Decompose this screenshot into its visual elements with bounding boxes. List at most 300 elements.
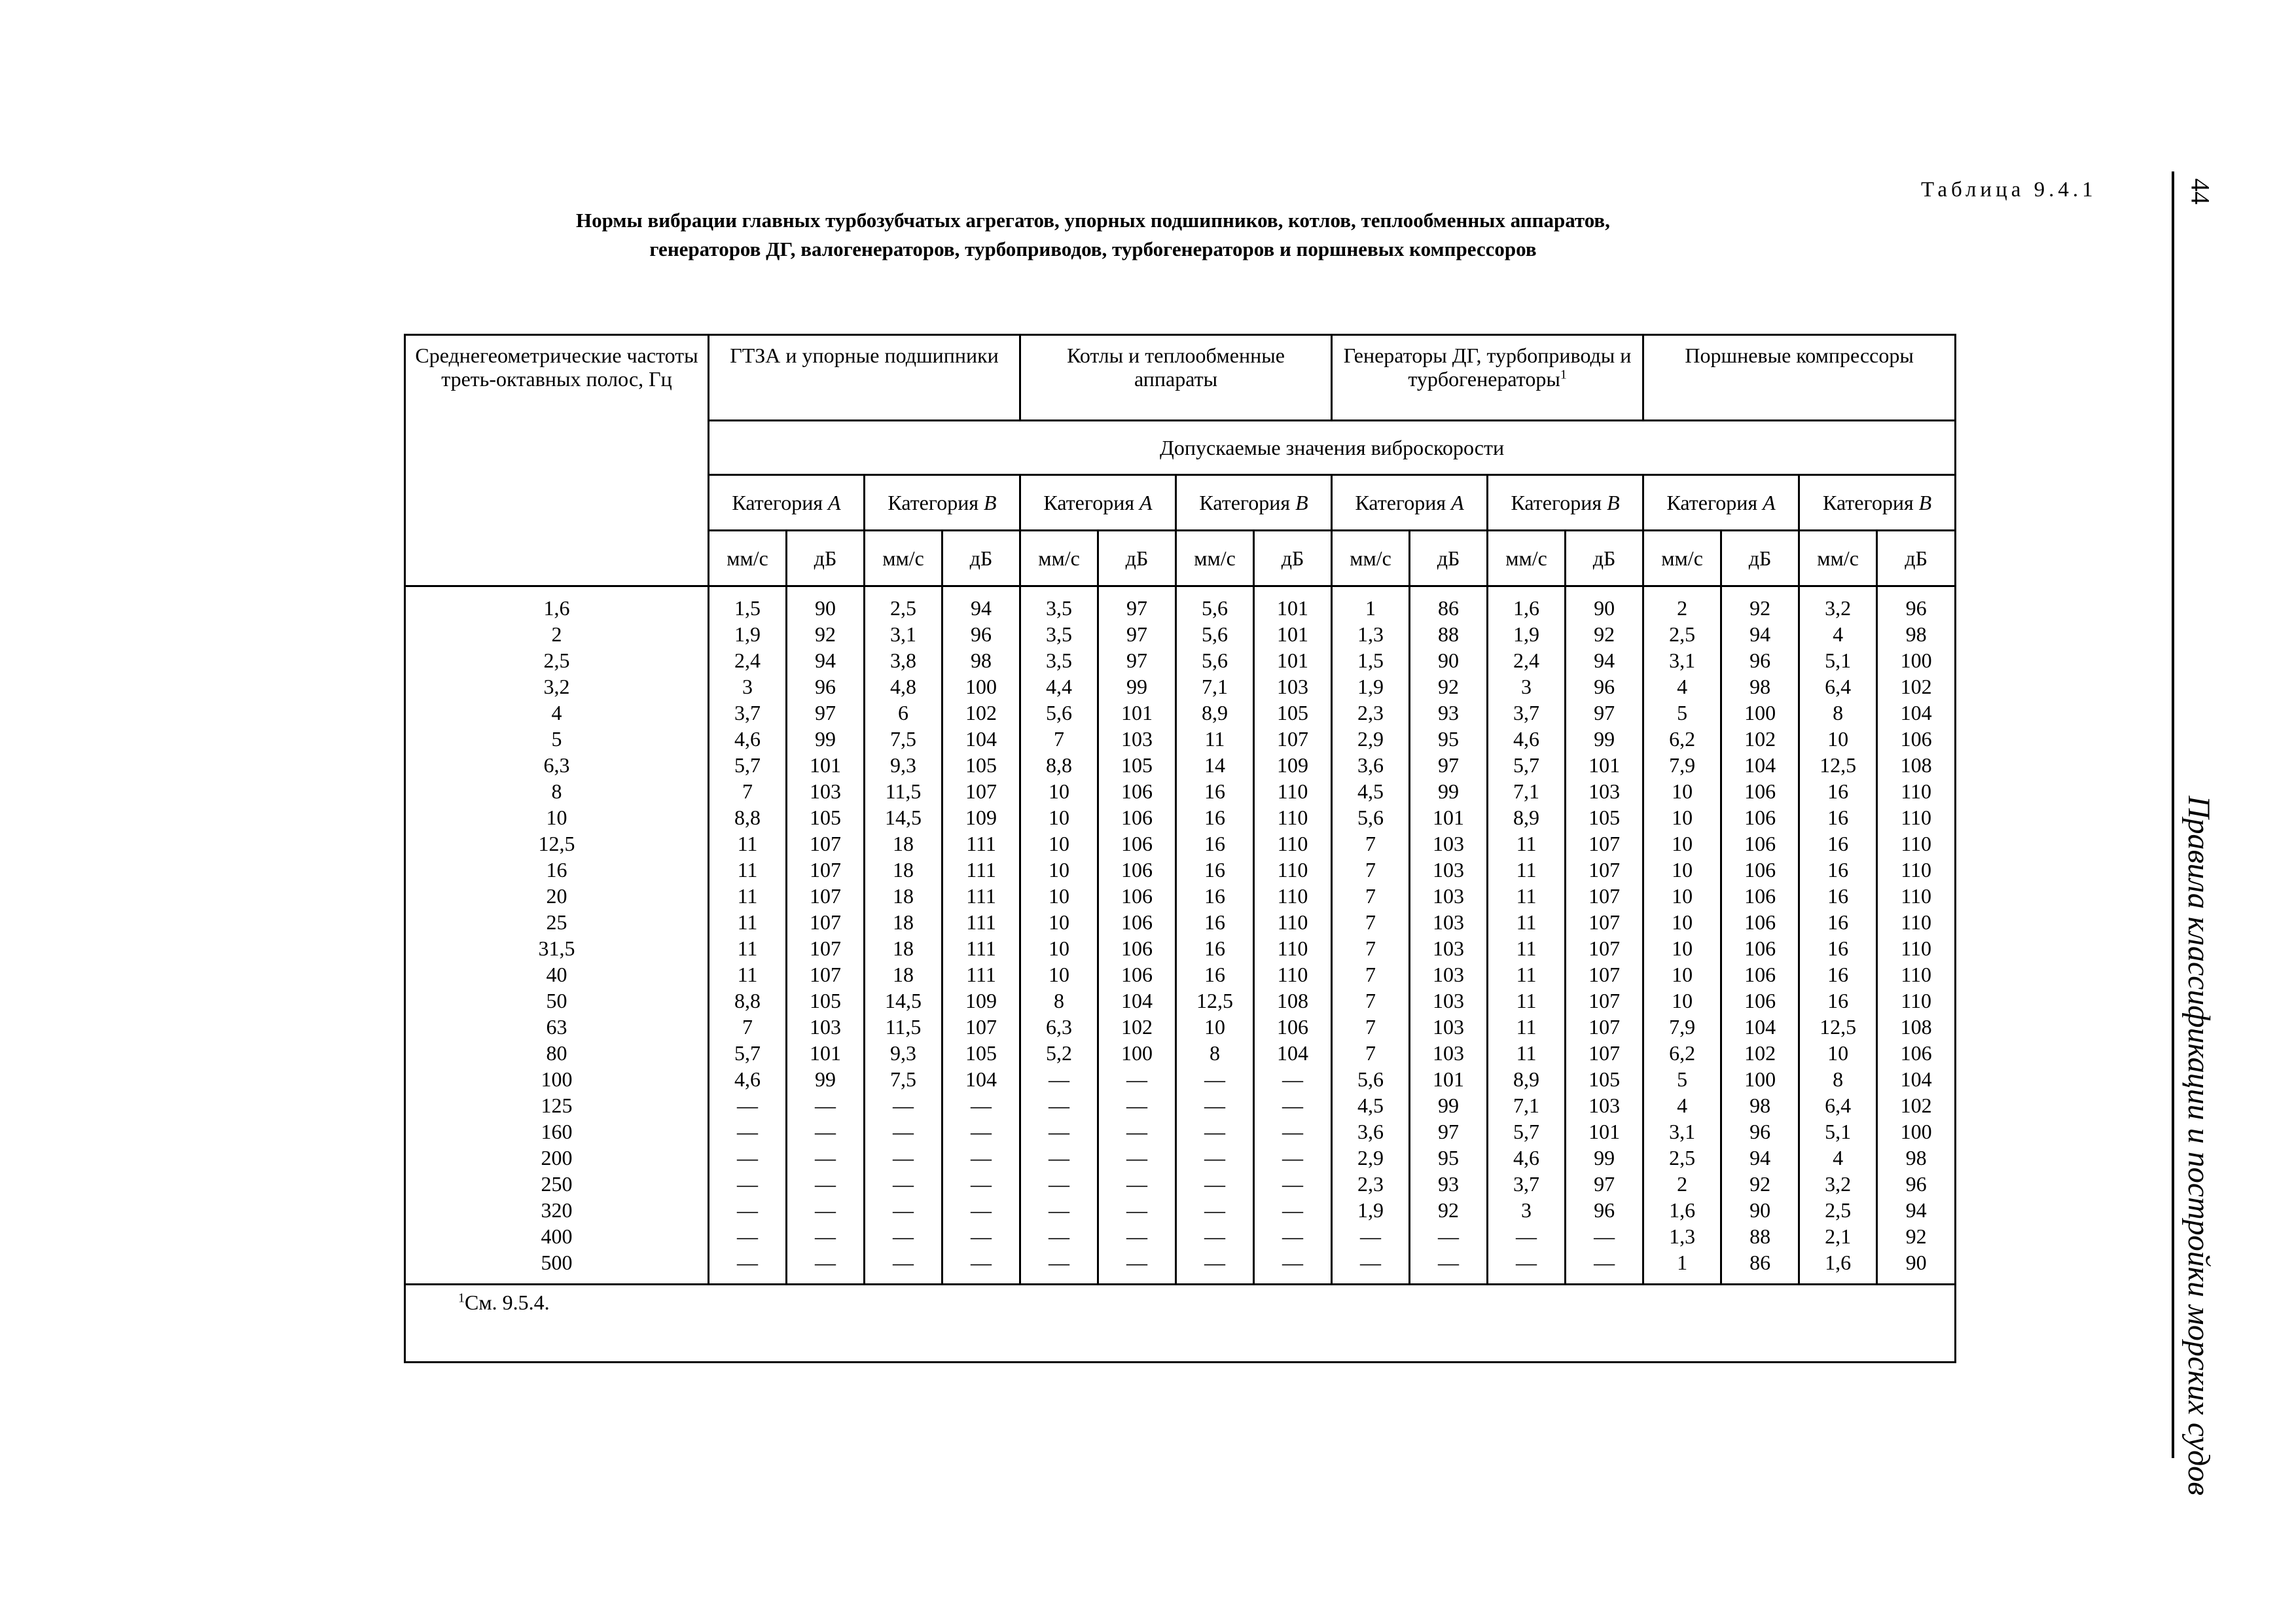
value-cell: 7 xyxy=(1020,726,1098,752)
value-cell: 107 xyxy=(1566,830,1643,857)
value-cell: 103 xyxy=(1566,778,1643,804)
value-cell: 90 xyxy=(1566,586,1643,622)
value-cell: 2,5 xyxy=(1643,621,1721,647)
table-row xyxy=(405,1145,1956,1171)
value-cell: 110 xyxy=(1877,804,1956,830)
value-cell: 110 xyxy=(1254,804,1332,830)
value-cell: 11 xyxy=(1488,909,1566,935)
page-number: 44 xyxy=(2185,178,2215,204)
value-cell: 108 xyxy=(1254,988,1332,1014)
unit-db-header: дБ xyxy=(1254,531,1332,586)
value-cell: 12,5 xyxy=(1176,988,1254,1014)
value-cell: 99 xyxy=(1566,726,1643,752)
value-cell: 111 xyxy=(942,935,1020,961)
value-cell: 6,3 xyxy=(1020,1014,1098,1040)
value-cell: — xyxy=(1254,1249,1332,1285)
value-cell: — xyxy=(1098,1223,1176,1249)
value-cell: 1,9 xyxy=(1332,1197,1410,1223)
value-cell: 110 xyxy=(1254,830,1332,857)
unit-db-header: дБ xyxy=(942,531,1020,586)
value-cell: 14,5 xyxy=(865,988,942,1014)
value-cell: — xyxy=(1020,1092,1098,1118)
value-cell: 110 xyxy=(1877,961,1956,988)
unit-mms-header: мм/с xyxy=(1332,531,1410,586)
value-cell: 98 xyxy=(1721,1092,1799,1118)
value-cell: 7,1 xyxy=(1488,1092,1566,1118)
value-cell: 106 xyxy=(1098,909,1176,935)
value-cell: 104 xyxy=(1721,752,1799,778)
category-b-header: Категория B xyxy=(1799,475,1956,531)
value-cell: 6 xyxy=(865,700,942,726)
value-cell: — xyxy=(1410,1249,1488,1285)
value-cell: — xyxy=(1176,1197,1254,1223)
value-cell: 106 xyxy=(1098,778,1176,804)
value-cell: 99 xyxy=(1566,1145,1643,1171)
value-cell: 1 xyxy=(1643,1249,1721,1285)
unit-db-header: дБ xyxy=(1566,531,1643,586)
value-cell: 90 xyxy=(1721,1197,1799,1223)
value-cell: — xyxy=(709,1223,787,1249)
frequency-cell: 160 xyxy=(405,1118,709,1145)
value-cell: — xyxy=(1098,1249,1176,1285)
value-cell: — xyxy=(942,1118,1020,1145)
value-cell: 109 xyxy=(942,804,1020,830)
value-cell: 2,1 xyxy=(1799,1223,1877,1249)
table-row xyxy=(405,1014,1956,1040)
value-cell: 12,5 xyxy=(1799,1014,1877,1040)
value-cell: 99 xyxy=(1410,1092,1488,1118)
value-cell: 110 xyxy=(1877,988,1956,1014)
value-cell: 103 xyxy=(787,778,865,804)
category-b-header: Категория B xyxy=(1488,475,1643,531)
value-cell: 2,4 xyxy=(1488,647,1566,673)
unit-db-header: дБ xyxy=(1877,531,1956,586)
value-cell: 110 xyxy=(1254,883,1332,909)
value-cell: 6,2 xyxy=(1643,1040,1721,1066)
value-cell: 106 xyxy=(1721,909,1799,935)
value-cell: 1,6 xyxy=(1799,1249,1877,1285)
value-cell: 98 xyxy=(1877,621,1956,647)
value-cell: 1,9 xyxy=(1332,673,1410,700)
value-cell: 3,1 xyxy=(865,621,942,647)
value-cell: 5,7 xyxy=(709,752,787,778)
value-cell: 18 xyxy=(865,830,942,857)
unit-mms-header: мм/с xyxy=(709,531,787,586)
value-cell: 11 xyxy=(1488,988,1566,1014)
value-cell: 104 xyxy=(942,726,1020,752)
value-cell: 96 xyxy=(1721,647,1799,673)
value-cell: 2 xyxy=(1643,586,1721,622)
value-cell: 2,5 xyxy=(1643,1145,1721,1171)
value-cell: 7 xyxy=(1332,857,1410,883)
value-cell: — xyxy=(1176,1145,1254,1171)
value-cell: 11,5 xyxy=(865,778,942,804)
value-cell: 18 xyxy=(865,857,942,883)
frequency-cell: 6,3 xyxy=(405,752,709,778)
frequency-column-header: Среднегеометрические частоты треть-октавных полос, Гц xyxy=(405,335,709,586)
value-cell: 8 xyxy=(1799,1066,1877,1092)
value-cell: 10 xyxy=(1799,1040,1877,1066)
table-row xyxy=(405,804,1956,830)
value-cell: 106 xyxy=(1721,857,1799,883)
value-cell: 111 xyxy=(942,830,1020,857)
value-cell: — xyxy=(709,1197,787,1223)
unit-db-header: дБ xyxy=(1410,531,1488,586)
value-cell: 4 xyxy=(1643,673,1721,700)
value-cell: 101 xyxy=(1254,647,1332,673)
value-cell: 4,5 xyxy=(1332,1092,1410,1118)
value-cell: — xyxy=(1020,1249,1098,1285)
value-cell: 18 xyxy=(865,961,942,988)
frequency-cell: 100 xyxy=(405,1066,709,1092)
value-cell: 5,7 xyxy=(1488,752,1566,778)
value-cell: 7,9 xyxy=(1643,1014,1721,1040)
value-cell: — xyxy=(787,1223,865,1249)
value-cell: 16 xyxy=(1176,961,1254,988)
value-cell: 2,4 xyxy=(709,647,787,673)
value-cell: 16 xyxy=(1176,857,1254,883)
value-cell: 101 xyxy=(1254,621,1332,647)
table-row xyxy=(405,988,1956,1014)
value-cell: 2,3 xyxy=(1332,1171,1410,1197)
value-cell: 97 xyxy=(1098,647,1176,673)
value-cell: 7,5 xyxy=(865,726,942,752)
frequency-cell: 500 xyxy=(405,1249,709,1285)
value-cell: 103 xyxy=(1566,1092,1643,1118)
value-cell: 10 xyxy=(1643,804,1721,830)
unit-mms-header: мм/с xyxy=(1020,531,1098,586)
value-cell: 106 xyxy=(1254,1014,1332,1040)
value-cell: 10 xyxy=(1643,909,1721,935)
value-cell: 97 xyxy=(1566,700,1643,726)
frequency-cell: 50 xyxy=(405,988,709,1014)
value-cell: 9,3 xyxy=(865,1040,942,1066)
value-cell: 3 xyxy=(1488,673,1566,700)
value-cell: 4,6 xyxy=(709,726,787,752)
value-cell: 92 xyxy=(1410,673,1488,700)
value-cell: 4,6 xyxy=(709,1066,787,1092)
value-cell: 101 xyxy=(1566,1118,1643,1145)
frequency-cell: 400 xyxy=(405,1223,709,1249)
value-cell: 94 xyxy=(1721,621,1799,647)
value-cell: — xyxy=(787,1092,865,1118)
value-cell: 100 xyxy=(1721,1066,1799,1092)
value-cell: — xyxy=(1098,1118,1176,1145)
value-cell: 96 xyxy=(1566,1197,1643,1223)
value-cell: 16 xyxy=(1799,909,1877,935)
frequency-cell: 20 xyxy=(405,883,709,909)
value-cell: 5,1 xyxy=(1799,647,1877,673)
value-cell: — xyxy=(1332,1223,1410,1249)
value-cell: — xyxy=(1098,1171,1176,1197)
value-cell: 105 xyxy=(1098,752,1176,778)
table-row xyxy=(405,857,1956,883)
value-cell: 5,6 xyxy=(1332,1066,1410,1092)
value-cell: 101 xyxy=(1566,752,1643,778)
value-cell: — xyxy=(1176,1249,1254,1285)
value-cell: 7,1 xyxy=(1176,673,1254,700)
value-cell: 102 xyxy=(1877,673,1956,700)
value-cell: — xyxy=(942,1249,1020,1285)
value-cell: 90 xyxy=(1410,647,1488,673)
value-cell: 5,6 xyxy=(1176,586,1254,622)
vibration-norms-table xyxy=(404,334,1956,1363)
unit-mms-header: мм/с xyxy=(1643,531,1721,586)
value-cell: 11 xyxy=(709,961,787,988)
value-cell: 10 xyxy=(1020,778,1098,804)
value-cell: 16 xyxy=(1799,961,1877,988)
value-cell: 16 xyxy=(1176,830,1254,857)
value-cell: 107 xyxy=(787,935,865,961)
value-cell: — xyxy=(787,1197,865,1223)
value-cell: 11 xyxy=(1488,857,1566,883)
value-cell: 10 xyxy=(1020,883,1098,909)
value-cell: 102 xyxy=(1877,1092,1956,1118)
value-cell: 4,6 xyxy=(1488,726,1566,752)
table-row xyxy=(405,1092,1956,1118)
value-cell: 97 xyxy=(1410,1118,1488,1145)
value-cell: 1,5 xyxy=(1332,647,1410,673)
value-cell: 100 xyxy=(942,673,1020,700)
table-row xyxy=(405,1040,1956,1066)
value-cell: 6,2 xyxy=(1643,726,1721,752)
value-cell: 16 xyxy=(1176,909,1254,935)
value-cell: 3,5 xyxy=(1020,621,1098,647)
frequency-cell: 5 xyxy=(405,726,709,752)
frequency-cell: 250 xyxy=(405,1171,709,1197)
value-cell: — xyxy=(709,1118,787,1145)
value-cell: 106 xyxy=(1721,961,1799,988)
value-cell: 107 xyxy=(1566,961,1643,988)
value-cell: 10 xyxy=(1799,726,1877,752)
value-cell: 107 xyxy=(1566,909,1643,935)
frequency-cell: 10 xyxy=(405,804,709,830)
value-cell: 106 xyxy=(1877,1040,1956,1066)
value-cell: 92 xyxy=(1566,621,1643,647)
value-cell: 106 xyxy=(1098,935,1176,961)
value-cell: 107 xyxy=(787,909,865,935)
value-cell: 18 xyxy=(865,883,942,909)
value-cell: 10 xyxy=(1643,961,1721,988)
value-cell: 3 xyxy=(709,673,787,700)
category-b-header: Категория B xyxy=(1176,475,1332,531)
value-cell: 8,9 xyxy=(1488,1066,1566,1092)
value-cell: 106 xyxy=(1098,804,1176,830)
value-cell: 5,6 xyxy=(1020,700,1098,726)
value-cell: 92 xyxy=(1721,586,1799,622)
value-cell: 96 xyxy=(1721,1118,1799,1145)
value-cell: 7 xyxy=(1332,988,1410,1014)
value-cell: 104 xyxy=(942,1066,1020,1092)
value-cell: 4,8 xyxy=(865,673,942,700)
value-cell: 7 xyxy=(1332,883,1410,909)
frequency-cell: 200 xyxy=(405,1145,709,1171)
value-cell: 94 xyxy=(1721,1145,1799,1171)
category-a-header: Категория A xyxy=(1020,475,1176,531)
value-cell: 101 xyxy=(787,1040,865,1066)
value-cell: 110 xyxy=(1254,935,1332,961)
value-cell: 3,7 xyxy=(709,700,787,726)
value-cell: 11 xyxy=(1488,830,1566,857)
value-cell: 11 xyxy=(1488,1040,1566,1066)
value-cell: 9,3 xyxy=(865,752,942,778)
value-cell: 7,1 xyxy=(1488,778,1566,804)
value-cell: 7 xyxy=(1332,935,1410,961)
value-cell: 111 xyxy=(942,909,1020,935)
value-cell: 88 xyxy=(1721,1223,1799,1249)
value-cell: 107 xyxy=(787,857,865,883)
value-cell: 14,5 xyxy=(865,804,942,830)
value-cell: 8,8 xyxy=(1020,752,1098,778)
unit-db-header: дБ xyxy=(787,531,865,586)
table-row xyxy=(405,1197,1956,1223)
category-a-header: Категория A xyxy=(1332,475,1488,531)
value-cell: 96 xyxy=(942,621,1020,647)
value-cell: — xyxy=(1254,1066,1332,1092)
value-cell: 3,6 xyxy=(1332,1118,1410,1145)
frequency-cell: 1,6 xyxy=(405,586,709,622)
value-cell: 11 xyxy=(1488,1014,1566,1040)
value-cell: 8,8 xyxy=(709,804,787,830)
value-cell: 92 xyxy=(1410,1197,1488,1223)
value-cell: 16 xyxy=(1799,935,1877,961)
value-cell: 93 xyxy=(1410,1171,1488,1197)
value-cell: 3,1 xyxy=(1643,647,1721,673)
table-row xyxy=(405,586,1956,622)
value-cell: 11 xyxy=(709,883,787,909)
value-cell: 7 xyxy=(1332,909,1410,935)
value-cell: 111 xyxy=(942,961,1020,988)
value-cell: 18 xyxy=(865,935,942,961)
value-cell: 104 xyxy=(1877,700,1956,726)
value-cell: — xyxy=(865,1197,942,1223)
table-row xyxy=(405,778,1956,804)
value-cell: 2,5 xyxy=(1799,1197,1877,1223)
category-a-header: Категория A xyxy=(1643,475,1799,531)
value-cell: — xyxy=(1176,1223,1254,1249)
frequency-cell: 4 xyxy=(405,700,709,726)
table-footnote: $^1$См. 9.5.4. xyxy=(405,1285,1956,1363)
value-cell: 110 xyxy=(1254,857,1332,883)
value-cell: 2 xyxy=(1643,1171,1721,1197)
value-cell: 11 xyxy=(1488,883,1566,909)
value-cell: 86 xyxy=(1721,1249,1799,1285)
value-cell: 5 xyxy=(1643,700,1721,726)
title-line-2: генераторов ДГ, валогенераторов, турбоприводов, турбогенераторов и поршневых компрессоров xyxy=(649,238,1537,260)
value-cell: — xyxy=(1176,1066,1254,1092)
title-line-1: Нормы вибрации главных турбозубчатых агрегатов, упорных подшипников, котлов, теплообменных аппаратов, xyxy=(576,209,1610,232)
value-cell: 8 xyxy=(1799,700,1877,726)
value-cell: 3,6 xyxy=(1332,752,1410,778)
frequency-cell: 2 xyxy=(405,621,709,647)
value-cell: 100 xyxy=(1721,700,1799,726)
value-cell: 90 xyxy=(787,586,865,622)
value-cell: 11 xyxy=(709,830,787,857)
value-cell: 5,2 xyxy=(1020,1040,1098,1066)
value-cell: 7 xyxy=(709,1014,787,1040)
value-cell: 94 xyxy=(1877,1197,1956,1223)
value-cell: 109 xyxy=(942,988,1020,1014)
frequency-cell: 63 xyxy=(405,1014,709,1040)
value-cell: 97 xyxy=(787,700,865,726)
value-cell: — xyxy=(942,1145,1020,1171)
value-cell: 107 xyxy=(787,961,865,988)
value-cell: 97 xyxy=(1098,621,1176,647)
value-cell: 5,6 xyxy=(1332,804,1410,830)
frequency-cell: 8 xyxy=(405,778,709,804)
group-header-boilers: Котлы и теплообменные аппараты xyxy=(1020,335,1332,421)
value-cell: 103 xyxy=(1254,673,1332,700)
value-cell: — xyxy=(1254,1092,1332,1118)
value-cell: 100 xyxy=(1877,1118,1956,1145)
value-cell: 4 xyxy=(1643,1092,1721,1118)
value-cell: 3,5 xyxy=(1020,586,1098,622)
value-cell: 107 xyxy=(1566,1014,1643,1040)
table-row xyxy=(405,1223,1956,1249)
value-cell: 16 xyxy=(1176,935,1254,961)
value-cell: 10 xyxy=(1020,857,1098,883)
value-cell: 99 xyxy=(1410,778,1488,804)
table-row xyxy=(405,700,1956,726)
frequency-cell: 3,2 xyxy=(405,673,709,700)
value-cell: — xyxy=(1254,1145,1332,1171)
value-cell: 107 xyxy=(1566,988,1643,1014)
value-cell: 96 xyxy=(1877,586,1956,622)
value-cell: 10 xyxy=(1643,883,1721,909)
value-cell: 105 xyxy=(1566,1066,1643,1092)
value-cell: 4,6 xyxy=(1488,1145,1566,1171)
value-cell: — xyxy=(1020,1171,1098,1197)
frequency-cell: 25 xyxy=(405,909,709,935)
value-cell: 106 xyxy=(1721,830,1799,857)
value-cell: 2,9 xyxy=(1332,726,1410,752)
value-cell: 103 xyxy=(1098,726,1176,752)
value-cell: 7 xyxy=(1332,830,1410,857)
value-cell: — xyxy=(865,1145,942,1171)
value-cell: 105 xyxy=(1566,804,1643,830)
value-cell: 4,4 xyxy=(1020,673,1098,700)
value-cell: — xyxy=(942,1197,1020,1223)
table-row xyxy=(405,961,1956,988)
value-cell: 11 xyxy=(1488,961,1566,988)
table-number: Таблица 9.4.1 xyxy=(1921,178,2097,202)
value-cell: 11 xyxy=(709,909,787,935)
value-cell: 106 xyxy=(1098,883,1176,909)
value-cell: — xyxy=(787,1118,865,1145)
unit-mms-header: мм/с xyxy=(1488,531,1566,586)
value-cell: 1,6 xyxy=(1488,586,1566,622)
value-cell: 102 xyxy=(1098,1014,1176,1040)
value-cell: 5,6 xyxy=(1176,621,1254,647)
value-cell: — xyxy=(709,1145,787,1171)
value-cell: 104 xyxy=(1254,1040,1332,1066)
value-cell: 99 xyxy=(787,1066,865,1092)
value-cell: 110 xyxy=(1254,909,1332,935)
value-cell: 107 xyxy=(787,883,865,909)
value-cell: 16 xyxy=(1176,778,1254,804)
value-cell: 18 xyxy=(865,909,942,935)
value-cell: 110 xyxy=(1877,830,1956,857)
value-cell: 106 xyxy=(1721,935,1799,961)
value-cell: 11 xyxy=(709,857,787,883)
value-cell: 7,9 xyxy=(1643,752,1721,778)
value-cell: 5,1 xyxy=(1799,1118,1877,1145)
value-cell: 101 xyxy=(1410,804,1488,830)
value-cell: 110 xyxy=(1254,778,1332,804)
value-cell: 96 xyxy=(1566,673,1643,700)
value-cell: 106 xyxy=(1721,804,1799,830)
value-cell: 99 xyxy=(1098,673,1176,700)
